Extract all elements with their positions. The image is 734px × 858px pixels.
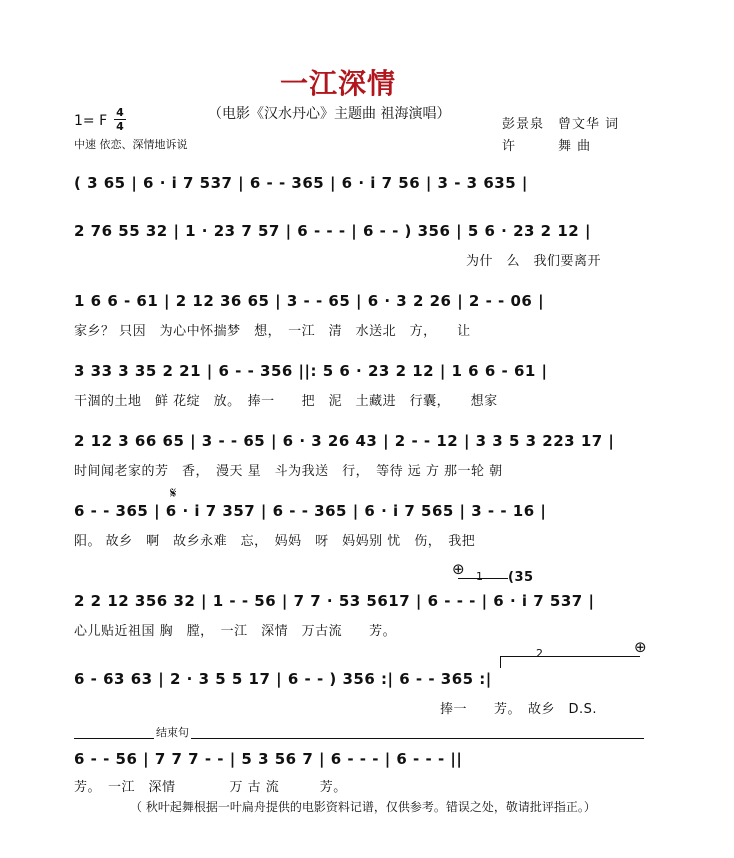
segno-sign: 𝄋 <box>170 484 177 502</box>
score-row-9-lyrics: 芳。 一江 深情 万 古 流 芳。 <box>74 780 347 795</box>
score-row-3-notes: 1 6 6 - 61 | 2 12 36 65 | 3 - - 65 | 6 · 3 2 26 | 2 - - 06 | <box>74 292 545 310</box>
tempo-marking: 中速 依恋、深情地诉说 <box>74 138 188 151</box>
score-row-4-lyrics: 干涸的土地 鲜 花绽 放。 捧一 把 泥 土藏进 行囊， 想家 <box>74 394 498 409</box>
score-row-3-lyrics: 家乡？ 只因 为心中怀揣梦 想， 一江 清 水送北 方， 让 <box>74 324 471 339</box>
key-signature: 1= F <box>74 113 108 129</box>
score-row-6-lyrics: 阳。 故乡 啊 故乡永难 忘， 妈妈 呀 妈妈别 忧 伤， 我把 <box>74 534 476 549</box>
time-sig-bottom: 4 <box>116 120 124 133</box>
coda-intro-notes: (35 <box>508 570 534 585</box>
coda-sign-1: ⊕ <box>452 560 465 578</box>
song-title: 一江深情 <box>280 67 397 100</box>
coda-sign-2: ⊕ <box>634 638 647 656</box>
lyricist-credit: 彭景泉 曾文华 词 <box>502 117 620 132</box>
score-row-8-notes: 6 - 63 63 | 2 · 3 5 5 17 | 6 - - ) 356 :| 6 - - 365 :| <box>74 670 492 688</box>
score-row-7-lyrics: 心儿贴近祖国 胸 膛， 一江 深情 万古流 芳。 <box>74 624 397 639</box>
score-row-5-notes: 2 12 3 66 65 | 3 - - 65 | 6 · 3 26 43 | 2 - - 12 | 3 3 5 3 223 17 | <box>74 432 615 450</box>
composer-credit: 许 舞 曲 <box>502 139 592 154</box>
score-row-1-notes: ( 3 65 | 6 · i 7 537 | 6 - - 365 | 6 · i 7 56 | 3 - 3 635 | <box>74 174 528 192</box>
footnote: （ 秋叶起舞根据一叶扁舟提供的电影资料记谱，仅供参考。错误之处，敬请批评指正。） <box>130 800 596 814</box>
score-row-8-lyrics: 捧一 芳。 故乡 D.S. <box>440 702 598 717</box>
score-row-2-notes: 2 76 55 32 | 1 · 23 7 57 | 6 - - - | 6 - - ) 356 | 5 6 · 23 2 12 | <box>74 222 591 240</box>
time-sig-top: 4 <box>116 106 124 119</box>
score-row-7-notes: 2 2 12 356 32 | 1 - - 56 | 7 7 · 53 5617 | 6 - - - | 6 · i 7 537 | <box>74 592 595 610</box>
second-ending-label: 2 <box>536 647 543 660</box>
score-row-6-notes: 6 - - 365 | 6 · i 7 357 | 6 - - 365 | 6 · i 7 565 | 3 - - 16 | <box>74 502 547 520</box>
first-ending-label: 1 <box>476 570 483 583</box>
score-row-4-notes: 3 33 3 35 2 21 | 6 - - 356 ||: 5 6 · 23 2 12 | 1 6 6 - 61 | <box>74 362 548 380</box>
ending-phrase-label: 结束句 <box>156 726 189 739</box>
time-signature <box>114 107 126 132</box>
song-subtitle: （电影《汉水丹心》主题曲 祖海演唱） <box>208 106 451 122</box>
score-row-2-lyrics: 为什 么 我们要离开 <box>466 254 602 269</box>
score-row-5-lyrics: 时间闻老家的芳 香， 漫天 星 斗为我送 行， 等待 远 方 那一轮 朝 <box>74 464 503 479</box>
score-row-9-notes: 6 - - 56 | 7 7 7 - - | 5 3 56 7 | 6 - - - | 6 - - - || <box>74 750 463 768</box>
